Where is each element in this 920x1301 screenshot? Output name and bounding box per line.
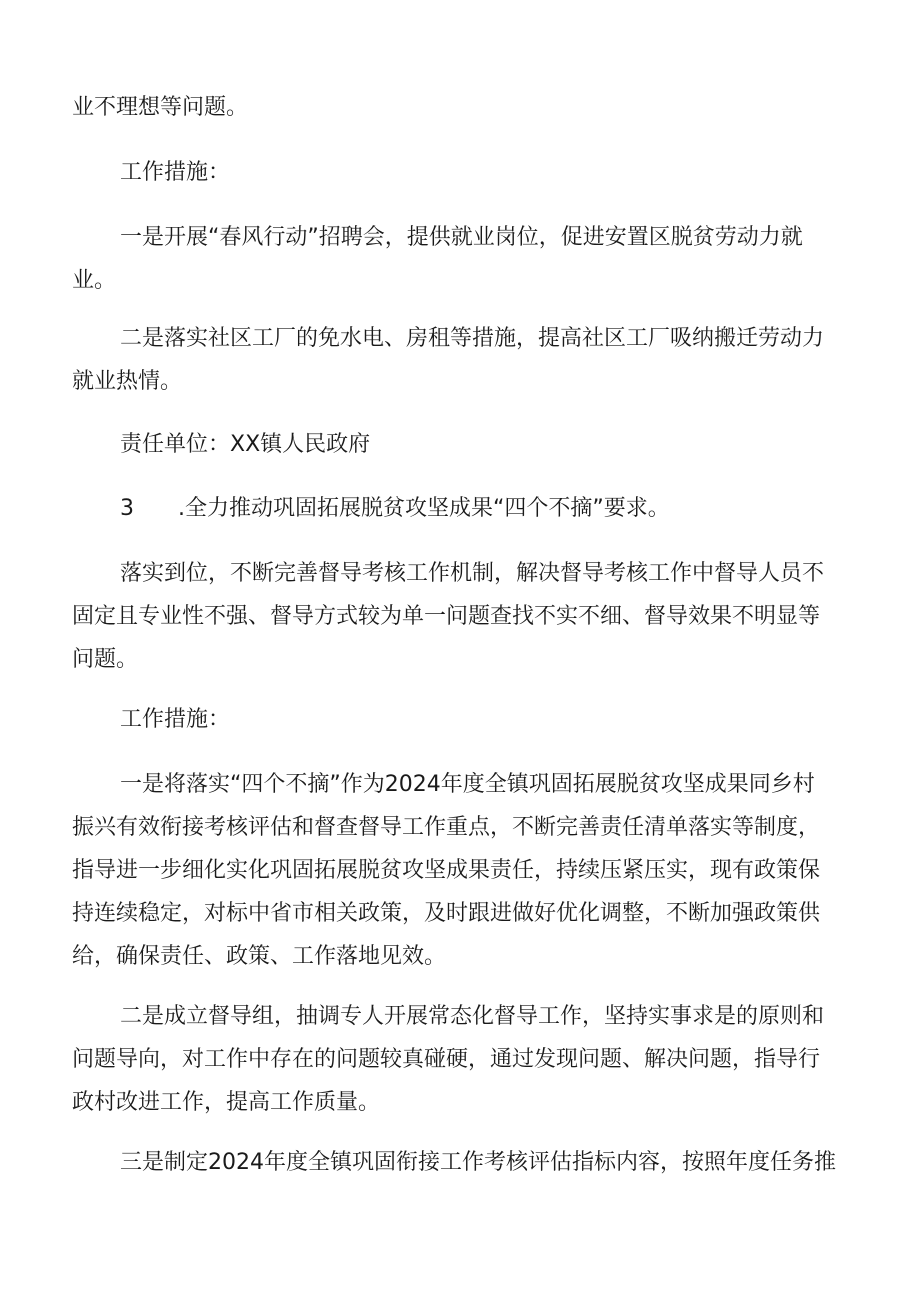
text-line: 一是将落实“四个不摘”作为2024年度全镇巩固拓展脱贫攻坚成果同乡村: [120, 772, 815, 797]
text-line: 就业热情。: [72, 369, 183, 394]
paragraph-11: [72, 1141, 872, 1184]
text-line: 问题导向，对工作中存在的问题较真碰硬，通过发现问题、解决问题，指导行: [72, 1047, 821, 1072]
text-line: 二是成立督导组，抽调专人开展常态化督导工作，坚持实事求是的原则和: [120, 1004, 825, 1029]
text-line: 给，确保责任、政策、工作落地见效。: [72, 944, 447, 969]
text-line: 指导进一步细化实化巩固拓展脱贫攻坚成果责任，持续压紧压实，现有政策保: [72, 858, 821, 883]
paragraph-3: [72, 216, 872, 302]
text-line: 振兴有效衔接考核评估和督查督导工作重点，不断完善责任清单落实等制度，: [72, 815, 821, 840]
text-line: 一是开展“春风行动”招聘会，提供就业岗位，促进安置区脱贫劳动力就: [120, 225, 803, 250]
heading-text: .全力推动巩固拓展脱贫攻坚成果“四个不摘”要求。: [178, 496, 670, 521]
text-line: 政村改进工作，提高工作质量。: [72, 1090, 381, 1115]
text-line: 业不理想等问题。: [72, 95, 249, 120]
paragraph-9: [72, 763, 872, 978]
paragraph-5: [72, 423, 872, 466]
text-line: 业。: [72, 268, 117, 293]
paragraph-1: [72, 86, 872, 129]
text-line: 责任单位：XX镇人民政府: [120, 432, 371, 457]
paragraph-2: [72, 151, 872, 194]
text-line: 三是制定2024年度全镇巩固衔接工作考核评估指标内容，按照年度任务推: [120, 1150, 836, 1175]
paragraph-4: [72, 317, 872, 403]
text-line: 持连续稳定，对标中省市相关政策，及时跟进做好优化调整，不断加强政策供: [72, 901, 821, 926]
numbered-heading: [72, 487, 872, 530]
paragraph-10: [72, 995, 872, 1124]
text-line: 落实到位，不断完善督导考核工作机制，解决督导考核工作中督导人员不: [120, 561, 825, 586]
section-heading: 工作措施：: [120, 707, 231, 732]
text-line: 二是落实社区工厂的免水电、房租等措施，提高社区工厂吸纳搬迁劳动力: [120, 326, 825, 351]
paragraph-6: [72, 487, 872, 530]
item-number: 3: [120, 496, 134, 521]
text-line: 固定且专业性不强、督导方式较为单一问题查找不实不细、督导效果不明显等: [72, 604, 821, 629]
section-heading: 工作措施：: [120, 160, 231, 185]
paragraph-8: [72, 698, 872, 741]
text-line: 问题。: [72, 647, 139, 672]
paragraph-7: [72, 552, 872, 681]
